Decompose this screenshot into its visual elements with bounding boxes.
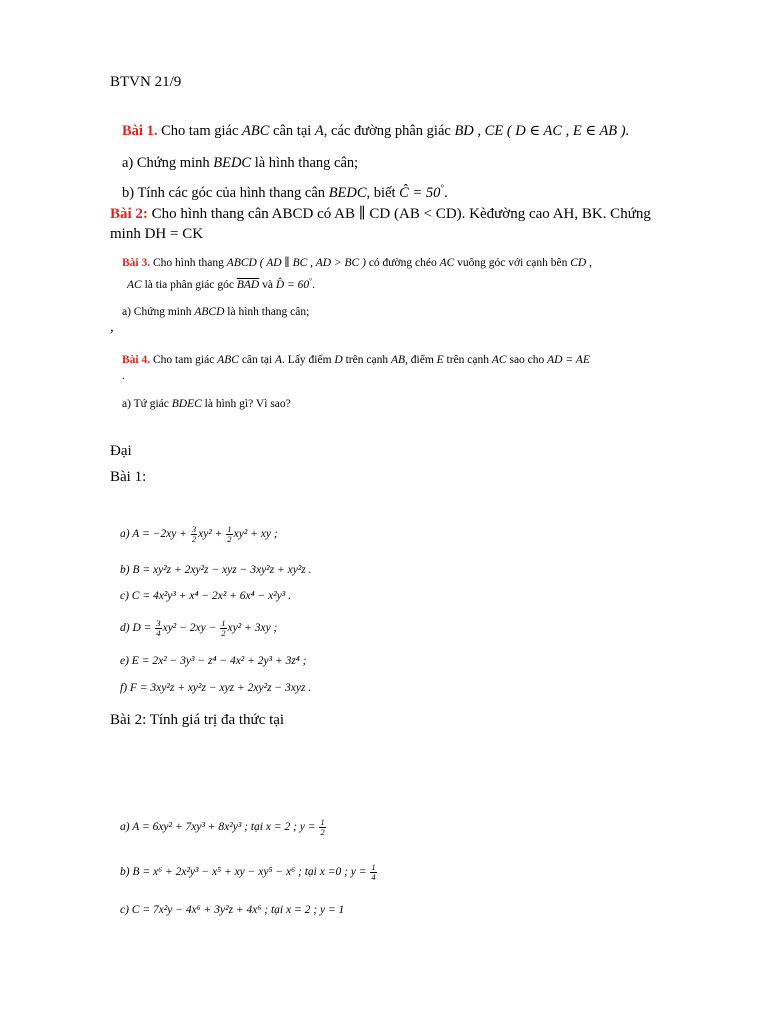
dai-item-b: b) B = xy²z + 2xy²z − xyz − 3xy²z + xy²z . <box>120 564 312 576</box>
hinh-bai3-line1 <box>122 253 592 273</box>
bai1-dot: . <box>444 185 448 201</box>
hinh-bai4-line2 <box>122 394 291 414</box>
bai3-label: Bài 3. <box>122 257 151 269</box>
fraction-den: 2 <box>320 826 325 837</box>
bai1-a-text: a) Chứng minh <box>122 155 210 171</box>
bai3-l1b: có đường chéo <box>368 257 437 269</box>
dai-bai2-item-b <box>120 862 378 882</box>
bai3-l3a: a) Chứng minh <box>122 306 192 318</box>
bai1-a-tail: là hình thang cân; <box>254 155 359 171</box>
bai1-bedc: BEDC <box>213 155 252 171</box>
hinh-bai4-line1 <box>122 350 590 370</box>
fraction <box>191 525 197 544</box>
dai-item-d-tail: xy² + 3xy ; <box>227 622 278 634</box>
bai3-l2ac: AC <box>127 279 142 291</box>
bai3-l1a: Cho hình thang <box>153 257 224 269</box>
fraction-den: 2 <box>191 533 197 544</box>
fraction <box>319 818 325 837</box>
hinh-bai2-line1 <box>110 204 651 224</box>
fraction <box>226 525 232 544</box>
bai4-l1AB: AB <box>390 354 406 366</box>
bai4-dot: . <box>122 370 125 382</box>
fraction-num: 1 <box>320 816 325 827</box>
bai1-angle: Ĉ = 50 <box>399 185 441 201</box>
bai4-l1A: A <box>275 354 283 366</box>
dai-item-a-start: a) A = −2xy + <box>120 528 190 540</box>
bai1-abc: ABC <box>242 123 270 139</box>
bai4-l1abc: ABC <box>217 354 239 366</box>
bai3-l2a: là tia phân giác góc <box>144 279 234 291</box>
bai4-l1eq: AD = AE <box>547 354 590 366</box>
fraction-num: 3 <box>156 617 161 628</box>
hinh-bai3-line2 <box>127 275 315 295</box>
bai4-l1D: D <box>334 354 343 366</box>
fraction-num: 1 <box>371 861 376 872</box>
bai3-l3b: là hình thang cân; <box>227 306 310 318</box>
bai4-l1b: cân tại <box>241 354 273 366</box>
bai4-l1AC: AC <box>491 354 507 366</box>
bai4-l1d: trên cạnh <box>345 354 389 366</box>
bai1-b-bedc: BEDC <box>328 185 367 201</box>
dai-bai2-item-a <box>120 817 327 837</box>
fraction-num: 1 <box>227 523 232 534</box>
dai-item-d-start: d) D = <box>120 622 155 634</box>
bai3-l1ac: AC <box>439 257 455 269</box>
fraction <box>155 619 161 638</box>
bai4-l1E: E <box>436 354 444 366</box>
dai-item-d <box>120 618 277 638</box>
fraction-num: 1 <box>221 617 226 628</box>
page-title: BTVN 21/9 <box>110 74 182 90</box>
bai4-l2: a) Tứ giác <box>122 398 169 410</box>
hinh-bai3-line3 <box>122 302 309 322</box>
bai1-cond: ( D ∈ AC , E ∈ AB ). <box>506 123 630 139</box>
hinh-bai1-part-a <box>122 153 358 173</box>
bai1-intro: Cho tam giác <box>161 123 239 139</box>
bai3-l1m: ABCD ( AD ∥ BC , AD > BC ) <box>226 257 366 269</box>
dai-bai2-heading: Bài 2: Tính giá trị đa thức tại <box>110 712 285 728</box>
stray-comma: , <box>110 319 114 335</box>
dai-bai2-item-c: c) C = 7x²y − 4x⁶ + 3y²z + 4x⁶ ; tại x = 2 ; y = 1 <box>120 904 345 916</box>
dai-item-a-mid: xy² + <box>198 528 226 540</box>
bai4-l1c: . Lấy điểm <box>282 354 332 366</box>
bai3-l1c: vuông góc với cạnh bên <box>457 257 568 269</box>
bai4-label: Bài 4. <box>122 354 151 366</box>
bai1-phan-giac: , các đường phân giác <box>323 123 451 139</box>
bai3-l3m: ABCD <box>194 306 225 318</box>
bai4-l1a: Cho tam giác <box>153 354 215 366</box>
bai1-label: Bài 1. <box>122 123 158 139</box>
bai1-b-text: b) Tính các góc của hình thang cân <box>122 185 326 201</box>
dai-bai2-a-expr: a) A = 6xy² + 7xy³ + 8x²y³ ; tại x = 2 ; y = <box>120 821 319 833</box>
fraction <box>370 863 376 882</box>
fraction-num: 3 <box>191 523 197 534</box>
bai3-l2dot: . <box>312 279 316 291</box>
bai3-l2bad: $\overline{BAD}$ <box>236 279 260 291</box>
fraction-den: 4 <box>156 627 161 638</box>
bai1-a: A <box>314 123 324 139</box>
bai3-l2va: và <box>262 279 273 291</box>
bai4-l1g: sao cho <box>509 354 545 366</box>
bai2-text: Cho hình thang cân ABCD có AB ∥ CD (AB < CD). Kèđường cao AH, BK. Chứng <box>151 206 651 222</box>
bai1-can-tai: cân tại <box>273 123 312 139</box>
bai3-l2deg: ° <box>309 276 313 286</box>
dai-item-a <box>120 524 278 544</box>
hinh-bai1-statement <box>122 121 629 141</box>
bai4-l1f: trên cạnh <box>446 354 490 366</box>
bai1-biet: , biết <box>366 185 396 201</box>
hinh-bai1-part-b <box>122 183 448 203</box>
fraction-den: 2 <box>221 627 226 638</box>
fraction-den: 4 <box>371 871 376 882</box>
bai1-deg: ° <box>440 184 445 195</box>
dai-item-d-mid: xy² − 2xy − <box>162 622 220 634</box>
dai-bai1-heading: Bài 1: <box>110 469 147 485</box>
dai-item-c: c) C = 4x²y³ + x⁴ − 2x² + 6x⁴ − x²y³ . <box>120 590 291 602</box>
bai4-l1e: , điểm <box>405 354 434 366</box>
bai2-label: Bài 2: <box>110 206 148 222</box>
bai3-l1cd: CD , <box>570 257 592 269</box>
fraction <box>220 619 226 638</box>
fraction-den: 2 <box>227 533 232 544</box>
bai3-l2d: D̂ = 60 <box>275 279 310 291</box>
dai-item-f: f) F = 3xy²z + xy²z − xyz + 2xy²z − 3xyz . <box>120 682 312 694</box>
dai-bai2-b-expr: b) B = x⁶ + 2x²y³ − x⁵ + xy − xy⁵ − x⁶ ; tại x =0 ; y = <box>120 866 370 878</box>
dai-item-a-tail: xy² + xy ; <box>233 528 278 540</box>
bai4-l2m: BDEC <box>171 398 202 410</box>
dai-item-e: e) E = 2x² − 3y³ − z⁴ − 4x² + 2y³ + 3z⁴ ; <box>120 655 307 667</box>
bai1-bd-ce: BD , CE <box>454 123 504 139</box>
dai-heading: Đại <box>110 443 132 459</box>
hinh-bai2-line2: minh DH = CK <box>110 226 204 242</box>
bai4-l2b: là hình gì? Vì sao? <box>204 398 291 410</box>
